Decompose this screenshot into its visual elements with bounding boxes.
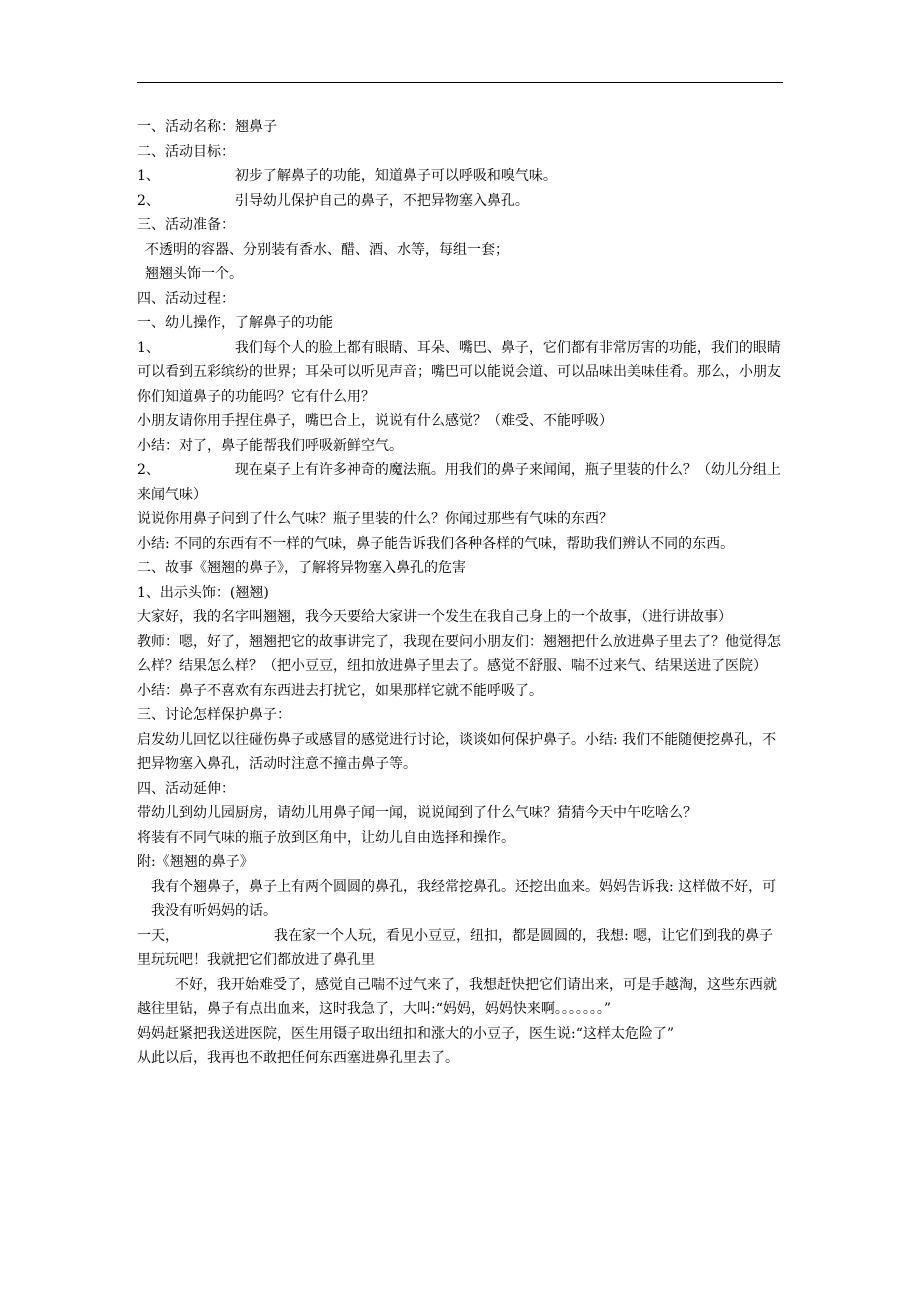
prep-line: 翘翘头饰一个。 <box>145 266 243 282</box>
goal-text: 初步了解鼻子的功能，知道鼻子可以呼吸和嗅气味。 <box>234 168 557 184</box>
goal-number: 1、 <box>137 168 160 184</box>
step-number: 2、 <box>137 462 160 478</box>
paragraph: 小朋友请你用手捏住鼻子，嘴巴合上，说说有什么感觉？（难受、不能呼吸） <box>137 413 613 429</box>
story-text: 我在家一个人玩，看见小豆豆，纽扣，都是圆圆的，我想: 嗯，让它们到我的鼻子里玩玩吧！我就把它们都放进了鼻孔里 <box>137 927 774 968</box>
summary: 小结：对了，鼻子能帮我们呼吸新鲜空气。 <box>137 437 403 454</box>
story-start: 一天， <box>137 927 179 944</box>
paragraph: 教师：嗯，好了，翘翘把它的故事讲完了，我现在要问小朋友们：翘翘把什么放进鼻子里去了？他觉得怎么样？结果怎么样？（把小豆豆，纽扣放进鼻子里去了。感觉不舒服、喘不过来气、结果送进了医院） <box>137 633 781 674</box>
paragraph: 大家好，我的名字叫翘翘，我今天要给大家讲一个发生在我自己身上的一个故事，（进行讲故事） <box>137 609 732 625</box>
appendix-heading: 附:《翘翘的鼻子》 <box>137 854 254 870</box>
step-number: 1、 <box>137 339 160 356</box>
document-body <box>137 115 787 1071</box>
section-heading-goals: 二、活动目标： <box>137 143 235 160</box>
paragraph <box>137 336 787 410</box>
goal-text: 引导幼儿保护自己的鼻子，不把异物塞入鼻孔。 <box>234 192 529 209</box>
story-paragraph: 不好，我开始难受了，感觉自己喘不过气来了，我想赶快把它们请出来，可是手越淘，这些东西就越往里钻，鼻子有点出血来，这时我急了，大叫:“妈妈，妈妈快来啊。。。。。。。” <box>137 976 777 1017</box>
goal-item <box>137 189 787 214</box>
subsection-heading: 二、故事《翘翘的鼻子》，了解将异物塞入鼻孔的危害 <box>137 560 466 576</box>
summary: 小结: 不同的东西有不一样的气味，鼻子能告诉我们各种各样的气味，帮助我们辨认不同的东西。 <box>137 535 735 552</box>
paragraph-text: 现在桌子上有许多神奇的魔法瓶。用我们的鼻子来闻闻，瓶子里装的什么？（幼儿分组上来闻气味） <box>137 462 781 503</box>
section-heading-prep: 三、活动准备： <box>137 217 235 233</box>
goal-number: 2、 <box>137 192 160 209</box>
paragraph: 1、出示头饰：(翘翘) <box>137 584 269 601</box>
summary: 小结：鼻子不喜欢有东西进去打扰它，如果那样它就不能呼吸了。 <box>137 682 543 699</box>
paragraph: 带幼儿到幼儿园厨房，请幼儿用鼻子闻一闻，说说闻到了什么气味？猜猜今天中午吃啥么？ <box>137 805 697 821</box>
subsection-heading: 四、活动延伸： <box>137 780 235 797</box>
story-paragraph: 从此以后，我再也不敢把任何东西塞进鼻孔里去了。 <box>137 1050 459 1066</box>
paragraph-text: 我们每个人的脸上都有眼睛、耳朵、嘴巴、鼻子，它们都有非常厉害的功能，我们的眼睛可以看到五彩缤纷的世界；耳朵可以听见声音；嘴巴可以能说会道、可以品味出美味佳肴。那么，小朋友你们知道鼻子的功能吗？它有什么用？ <box>137 339 781 405</box>
top-rule <box>137 82 783 83</box>
subsection-heading: 三、讨论怎样保护鼻子： <box>137 707 291 723</box>
subsection-heading: 一、幼儿操作，了解鼻子的功能 <box>137 315 333 331</box>
paragraph: 将装有不同气味的瓶子放到区角中，让幼儿自由选择和操作。 <box>137 829 515 846</box>
story-paragraph <box>137 924 787 973</box>
section-heading-process: 四、活动过程： <box>137 290 235 307</box>
prep-line: 不透明的容器、分别装有香水、醋、酒、水等，每组一套； <box>145 241 509 258</box>
goal-item <box>137 164 787 189</box>
paragraph: 启发幼儿回忆以往碰伤鼻子或感冒的感觉进行讨论，谈谈如何保护鼻子。小结: 我们不能随便挖鼻孔，不把异物塞入鼻孔，活动时注意不撞击鼻子等。 <box>137 731 777 772</box>
paragraph <box>137 458 787 507</box>
story-paragraph: 妈妈赶紧把我送进医院，医生用镊子取出纽扣和涨大的小豆子，医生说:“这样太危险了” <box>137 1025 675 1042</box>
story-paragraph: 我有个翘鼻子，鼻子上有两个圆圆的鼻孔，我经常挖鼻孔。还挖出血来。妈妈告诉我: 这样做不好，可我没有听妈妈的话。 <box>151 878 777 919</box>
paragraph: 说说你用鼻子问到了什么气味？瓶子里装的什么？你闻过那些有气味的东西？ <box>137 511 613 527</box>
section-heading-name: 一、活动名称：翘鼻子 <box>137 119 277 135</box>
